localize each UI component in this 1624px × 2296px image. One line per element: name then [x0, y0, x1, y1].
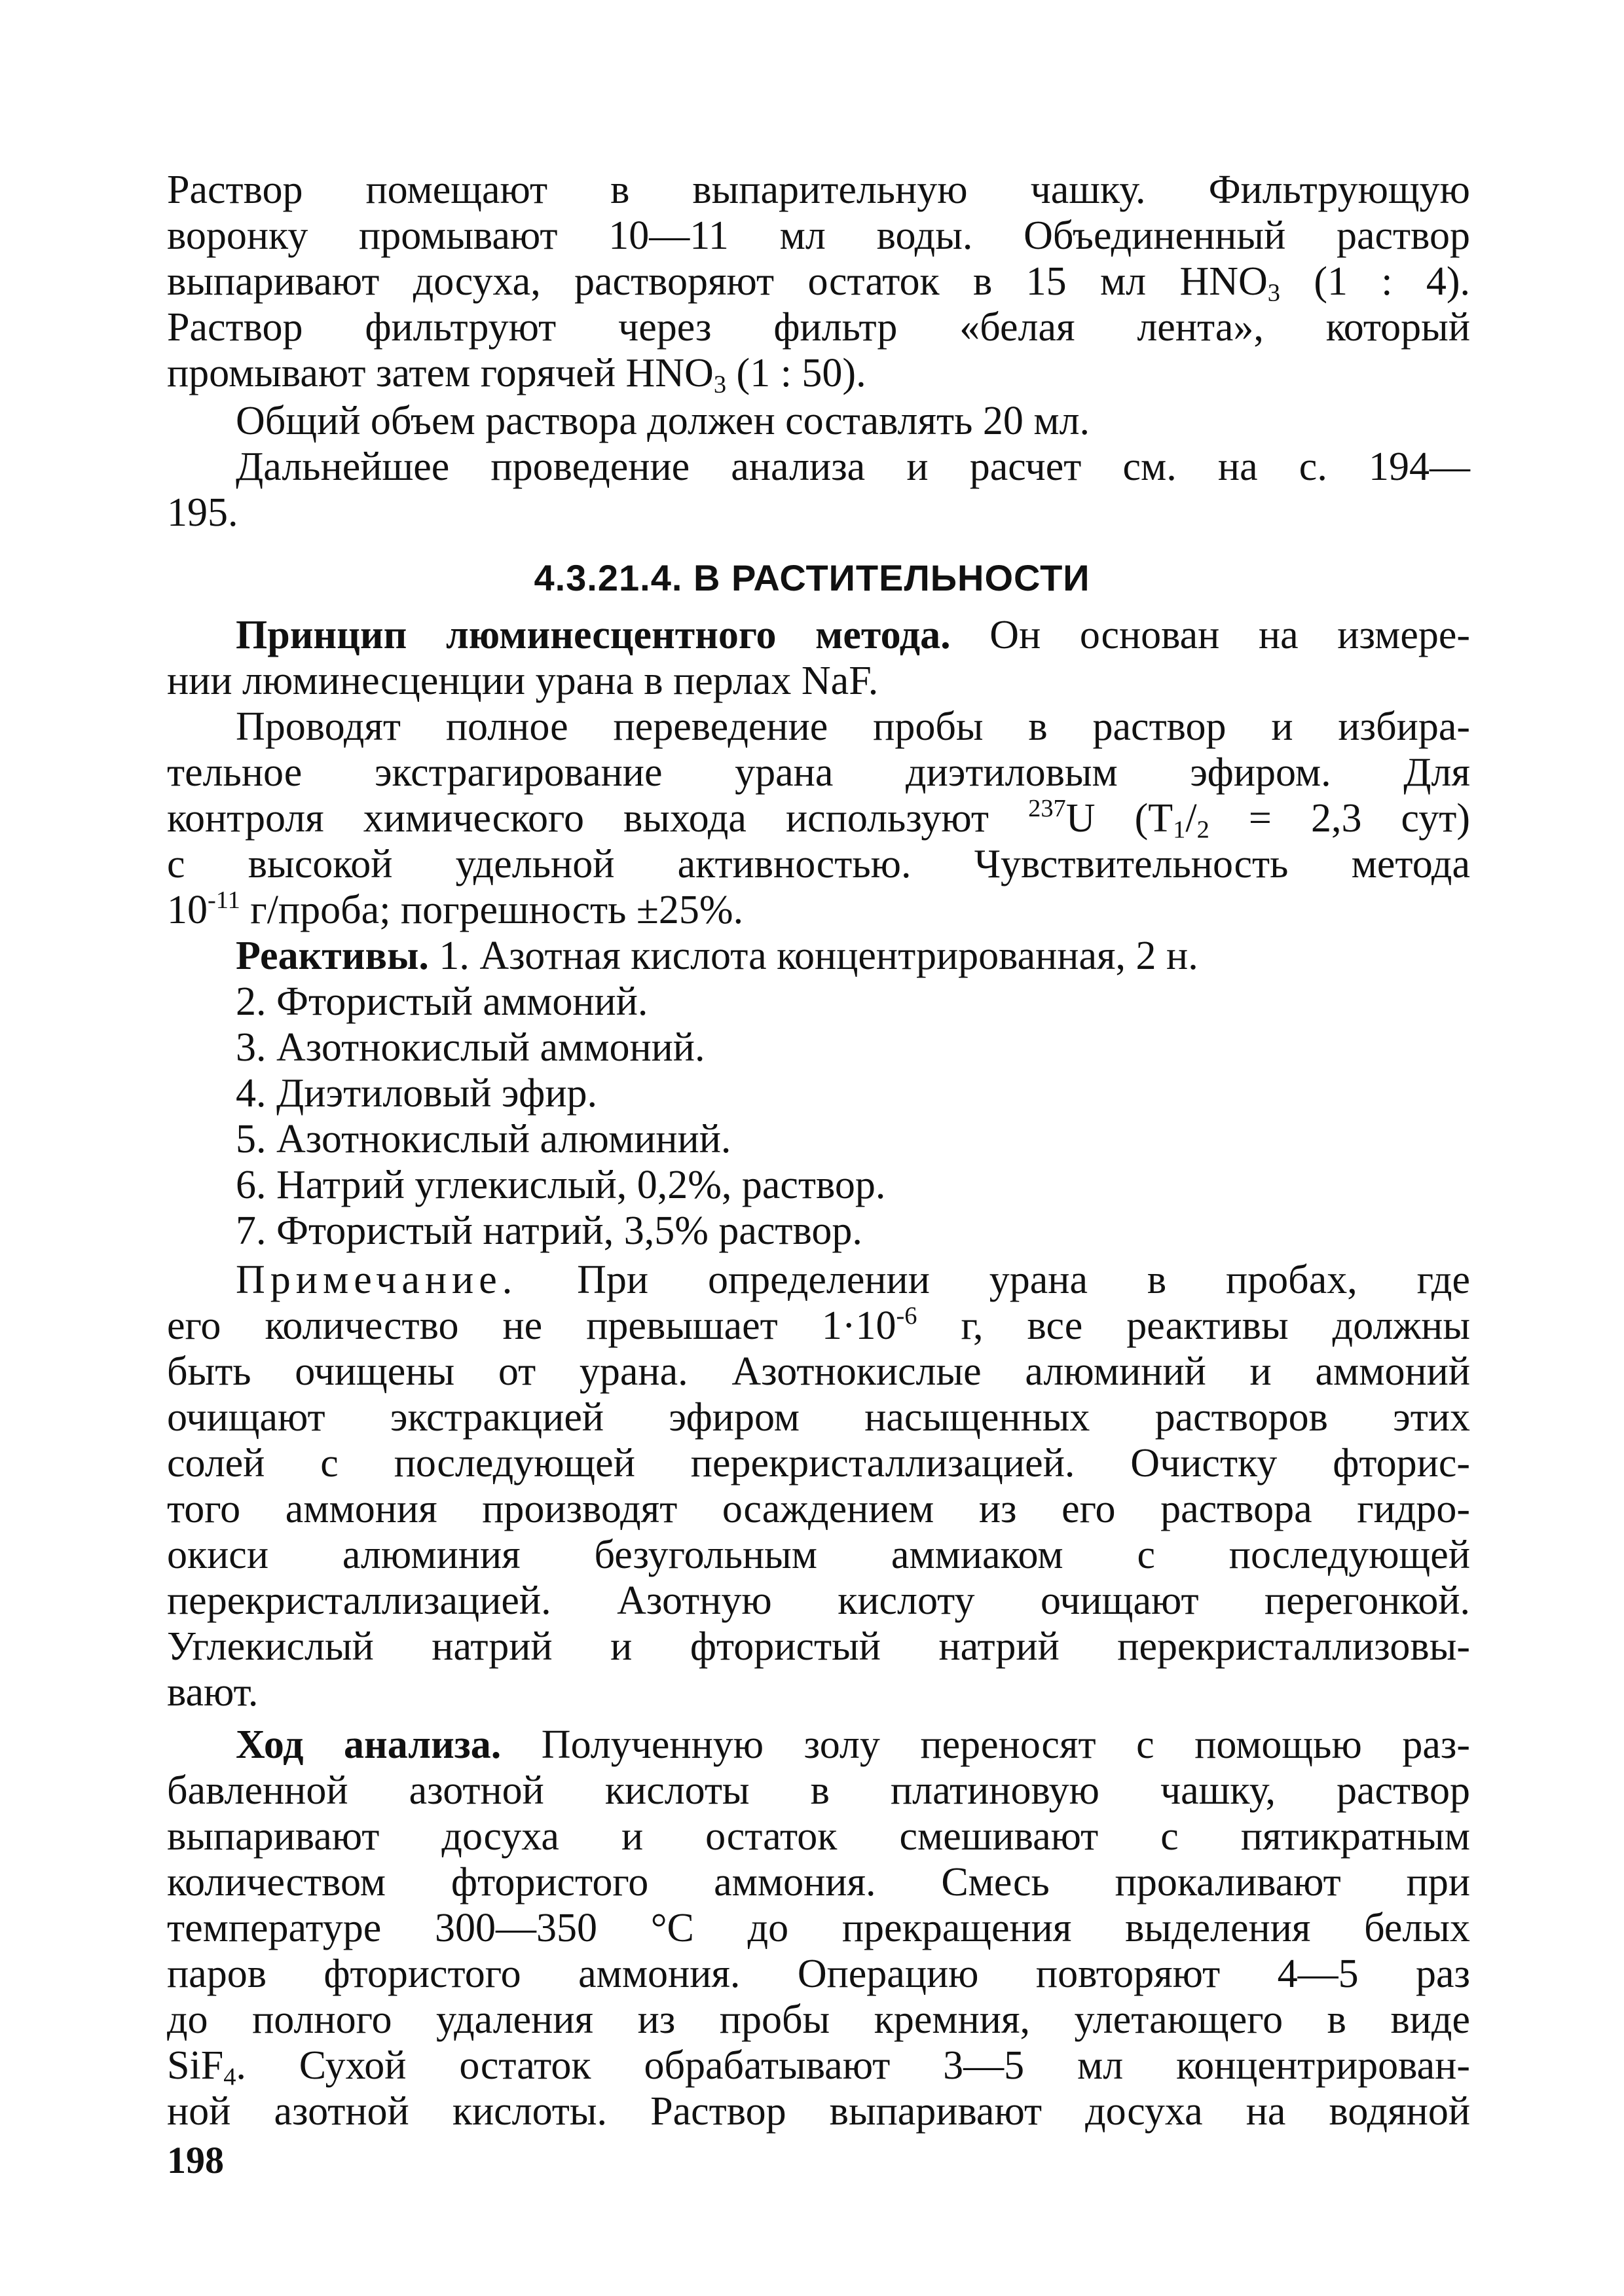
text-line: вают. — [167, 1670, 259, 1715]
text-line: с высокой удельной активностью. Чувствительность метода — [167, 842, 1470, 886]
text-line: ной азотной кислоты. Раствор выпаривают досуха на водяной — [167, 2089, 1470, 2134]
text-line: Принцип люминесцентного метода. Он основан на измере- — [236, 613, 1471, 657]
text-line: Примечание. При определении урана в пробах, где — [236, 1258, 1470, 1302]
text-line: $10^{-11}$ г/проба; погрешность ±25%. — [167, 886, 744, 932]
text-line: солей с последующей перекристаллизацией. Очистку фторис- — [167, 1441, 1470, 1485]
text-line: быть очищены от урана. Азотнокислые алюминий и аммоний — [167, 1349, 1470, 1394]
text-line: перекристаллизацией. Азотную кислоту очищают перегонкой. — [167, 1578, 1470, 1623]
note-title: Примечание. — [236, 1258, 518, 1302]
text-line: промывают затем горячей $HNO_3$ (1 : 50). — [167, 351, 866, 399]
reagent-item: 7. Фтористый натрий, 3,5% раствор. — [236, 1209, 862, 1253]
principle-title: Принцип люминесцентного метода. — [236, 613, 951, 657]
text-line: тельное экстрагирование урана диэтиловым эфиром. Для — [167, 750, 1470, 795]
text-line: Проводят полное переведение пробы в раствор и избира- — [236, 704, 1470, 749]
text-line: того аммония производят осаждением из его раствора гидро- — [167, 1487, 1470, 1531]
text-line: Углекислый натрий и фтористый натрий перекристаллизовы- — [167, 1624, 1470, 1669]
reagent-item: 5. Азотнокислый алюминий. — [236, 1117, 731, 1161]
text-line: 195. — [167, 490, 238, 535]
text-line: окиси алюминия безугольным аммиаком с последующей — [167, 1533, 1470, 1577]
text-line: очищают экстракцией эфиром насыщенных растворов этих — [167, 1395, 1470, 1440]
text-line: выпаривают досуха, растворяют остаток в 15 мл $HNO_3$ (1 : 4). — [167, 259, 1470, 307]
text-line: SiF$_4$. Сухой остаток обрабатывают 3—5 мл концентрирован- — [167, 2043, 1470, 2091]
text-line: Раствор фильтруют через фильтр «белая лента», который — [167, 305, 1470, 350]
text-line: Раствор помещают в выпарительную чашку. Фильтрующую — [167, 168, 1470, 212]
reagent-item: 6. Натрий углекислый, 0,2%, раствор. — [236, 1163, 886, 1207]
reagent-item: Реактивы. 1. Азотная кислота концентрированная, 2 н. — [236, 934, 1198, 978]
text-line: воронку промывают 10—11 мл воды. Объединенный раствор — [167, 213, 1470, 258]
text-line: до полного удаления из пробы кремния, улетающего в виде — [167, 1997, 1470, 2042]
reagent-item: 3. Азотнокислый аммоний. — [236, 1025, 705, 1070]
analysis-title: Ход анализа. — [236, 1722, 502, 1767]
text-line: температуре 300—350 °С до прекращения выделения белых — [167, 1906, 1470, 1950]
text-line: нии люминесценции урана в перлах NaF. — [167, 659, 879, 703]
text-line: паров фтористого аммония. Операцию повторяют 4—5 раз — [167, 1952, 1470, 1996]
reagent-item: 2. Фтористый аммоний. — [236, 979, 648, 1024]
text-line: выпаривают досуха и остаток смешивают с пятикратным — [167, 1814, 1470, 1859]
text-line: контроля химического выхода используют $^{237}$U ($T_1/_2 = 2,3$ сут) — [167, 794, 1470, 844]
reagents-title: Реактивы. — [236, 934, 429, 978]
section-heading: 4.3.21.4. В РАСТИТЕЛЬНОСТИ — [534, 557, 1090, 598]
text-line: Дальнейшее проведение анализа и расчет см. на с. 194— — [236, 445, 1470, 489]
reagent-item: 4. Диэтиловый эфир. — [236, 1071, 598, 1116]
page-number: 198 — [167, 2139, 224, 2181]
text-line: бавленной азотной кислоты в платиновую чашку, раствор — [167, 1768, 1470, 1813]
text-line: количеством фтористого аммония. Смесь прокаливают при — [167, 1860, 1470, 1904]
text-line: его количество не превышает $1\cdot 10^{-6}$ г, все реактивы должны — [167, 1302, 1470, 1348]
text-line: Ход анализа. Полученную золу переносят с помощью раз- — [236, 1722, 1470, 1767]
text-line: Общий объем раствора должен составлять 20 мл. — [236, 399, 1090, 443]
